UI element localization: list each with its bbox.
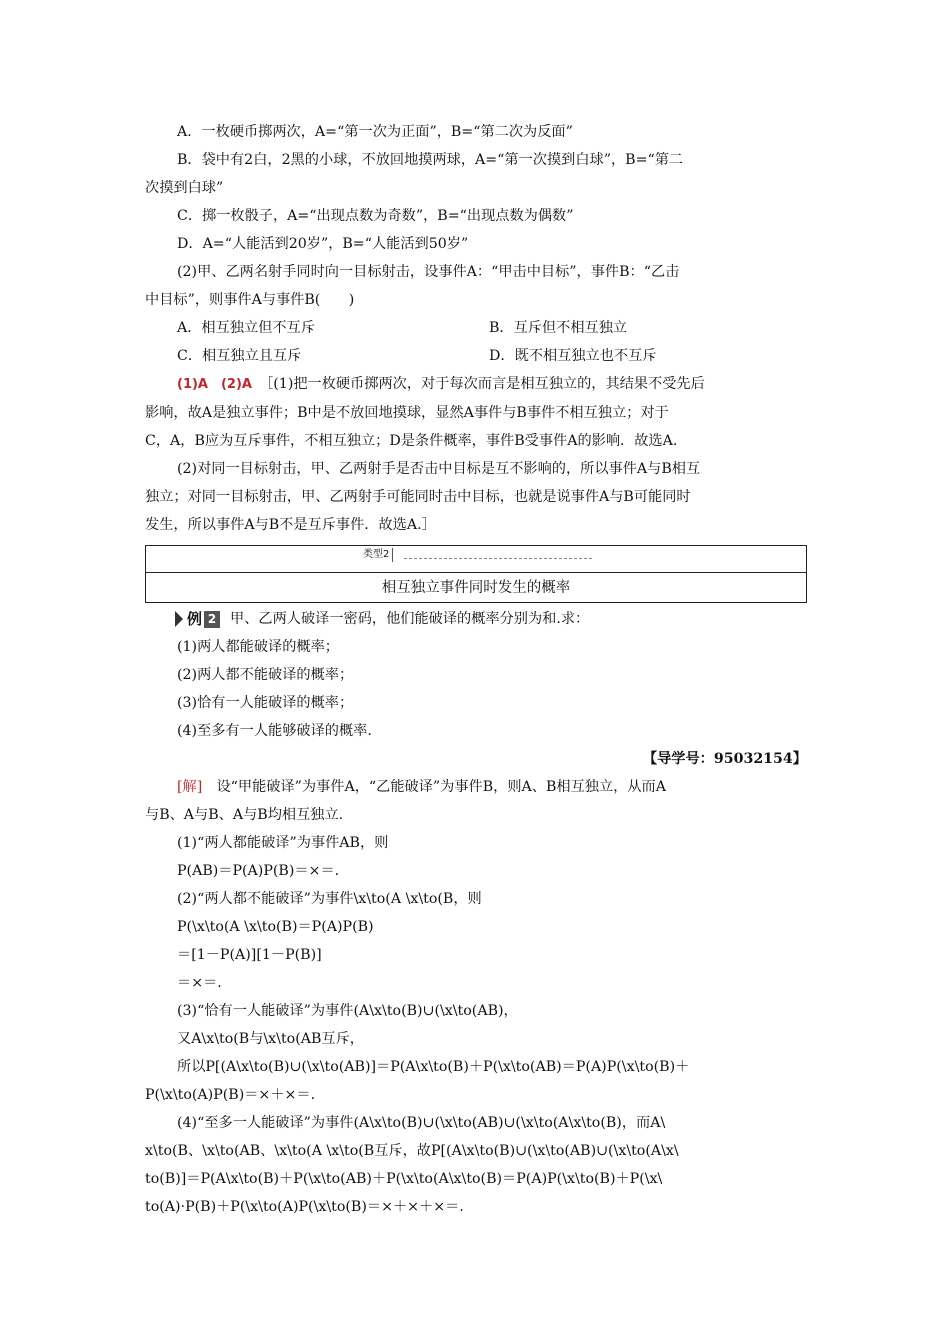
- example-number: 2: [204, 611, 220, 628]
- example-item: (4)至多有一人能够破译的概率.: [177, 723, 372, 739]
- answer-line2: 影响，故A是独立事件；B中是不放回地摸球，显然A事件与B事件不相互独立；对于: [145, 405, 669, 421]
- q2-option-c: C．相互独立且互斥: [177, 348, 302, 364]
- q1-option-d: D．A=“人能活到20岁”，B=“人能活到50岁”: [177, 236, 469, 252]
- solution-line13: (4)“至多一人能破译”为事件(A\x\to(B)∪(\x\to(AB)∪(\x\to(A\x\to(B)，而A\: [177, 1115, 666, 1131]
- triangle-icon: [175, 611, 183, 627]
- solution-line8: ＝×＝.: [177, 975, 222, 991]
- q1-option-b-line2: 次摸到白球”: [145, 180, 224, 196]
- solution-line11: 所以P[(A\x\to(B)∪(\x\to(AB)]＝P(A\x\to(B)＋P(\x\to(AB)＝P(A)P(\x\to(B)＋: [177, 1059, 690, 1075]
- section-divider: [146, 572, 806, 573]
- example-header: [145, 605, 807, 633]
- solution-line6: P(\x\to(A \x\to(B)＝P(A)P(B): [177, 919, 374, 935]
- q2-options-row1: [145, 314, 807, 342]
- q1-option-b-line1: B．袋中有2白，2黑的小球，不放回地摸两球，A=“第一次摸到白球”，B=“第二: [177, 152, 684, 168]
- q1-option-a: A．一枚硬币掷两次，A=“第一次为正面”，B=“第二次为反面”: [177, 124, 573, 140]
- solution-line1: [145, 773, 807, 801]
- solution-line3: (1)“两人都能破译”为事件AB，则: [177, 835, 389, 851]
- solution-line9: (3)“恰有一人能破译”为事件(A\x\to(B)∪(\x\to(AB)，: [177, 1003, 518, 1019]
- guide-number: 【导学号：95032154】: [642, 751, 807, 767]
- example-badge: [175, 605, 220, 633]
- q2-options-row2: [145, 342, 807, 370]
- solution-line10: 又A\x\to(B与\x\to(AB互斥，: [177, 1031, 364, 1047]
- section-header-box: [145, 545, 807, 603]
- answer-line6: 发生，所以事件A与B不是互斥事件．故选A.］: [145, 517, 436, 533]
- example-item: (2)两人都不能破译的概率；: [177, 667, 354, 683]
- q2-stem-line1: (2)甲、乙两名射手同时向一目标射击，设事件A：“甲击中目标”，事件B：“乙击: [177, 264, 680, 280]
- answer-line3: C，A，B应为互斥事件，不相互独立；D是条件概率，事件B受事件A的影响．故选A.: [145, 433, 678, 449]
- solution-line4: P(AB)＝P(A)P(B)＝×＝.: [177, 863, 340, 879]
- example-item: (1)两人都能破译的概率；: [177, 639, 339, 655]
- q2-stem-line2: 中目标”，则事件A与事件B( ): [145, 292, 355, 308]
- example-item: (3)恰有一人能破译的概率；: [177, 695, 354, 711]
- q1-option-c: C．掷一枚骰子，A=“出现点数为奇数”，B=“出现点数为偶数”: [177, 208, 574, 224]
- answer-line5: 独立；对同一目标射击，甲、乙两射手可能同时击中目标，也就是说事件A与B可能同时: [145, 489, 691, 505]
- example-text: 甲、乙两人破译一密码，他们能破译的概率分别为和.求：: [230, 611, 590, 627]
- solution-line7: ＝[1－P(A)][1－P(B)]: [177, 947, 322, 963]
- document-page: [145, 118, 807, 1221]
- answer-line4: (2)对同一目标射击，甲、乙两射手是否击中目标是互不影响的，所以事件A与B相互: [177, 461, 701, 477]
- q2-option-b: B．互斥但不相互独立: [489, 320, 628, 336]
- answer-label: (1)A (2)A: [177, 377, 252, 392]
- solution-line5: (2)“两人都不能破译”为事件\x\to(A \x\to(B，则: [177, 891, 482, 907]
- solution-tag: [解]: [177, 779, 203, 795]
- q2-option-a: A．相互独立但不互斥: [177, 320, 315, 336]
- section-title: 相互独立事件同时发生的概率: [381, 580, 571, 596]
- section-type-tag: 类型2: [360, 548, 393, 562]
- solution-line16: to(A)·P(B)＋P(\x\to(A)P(\x\to(B)＝×＋×＋×＝.: [145, 1199, 464, 1215]
- solution-text-1: 设“甲能破译”为事件A，“乙能破译”为事件B，则A、B相互独立，从而A: [216, 779, 666, 795]
- q2-option-d: D．既不相互独立也不互斥: [489, 348, 657, 364]
- answer-line1: [145, 370, 807, 399]
- solution-line15: to(B)]＝P(A\x\to(B)＋P(\x\to(AB)＋P(\x\to(A\x\to(B)＝P(A)P(\x\to(B)＋P(\x\: [145, 1171, 663, 1187]
- answer-text-1: ［(1)把一枚硬币掷两次，对于每次而言是相互独立的，其结果不受先后: [266, 376, 705, 392]
- example-label: 例: [187, 610, 203, 628]
- solution-line14: x\to(B、\x\to(AB、\x\to(A \x\to(B互斥，故P[(A\x\to(B)∪(\x\to(AB)∪(\x\to(A\x\: [145, 1143, 679, 1159]
- section-divider-dashed: [404, 558, 592, 559]
- solution-line12: P(\x\to(A)P(B)＝×＋×＝.: [145, 1087, 316, 1103]
- solution-line2: 与B、A与B、A与B均相互独立.: [145, 807, 344, 823]
